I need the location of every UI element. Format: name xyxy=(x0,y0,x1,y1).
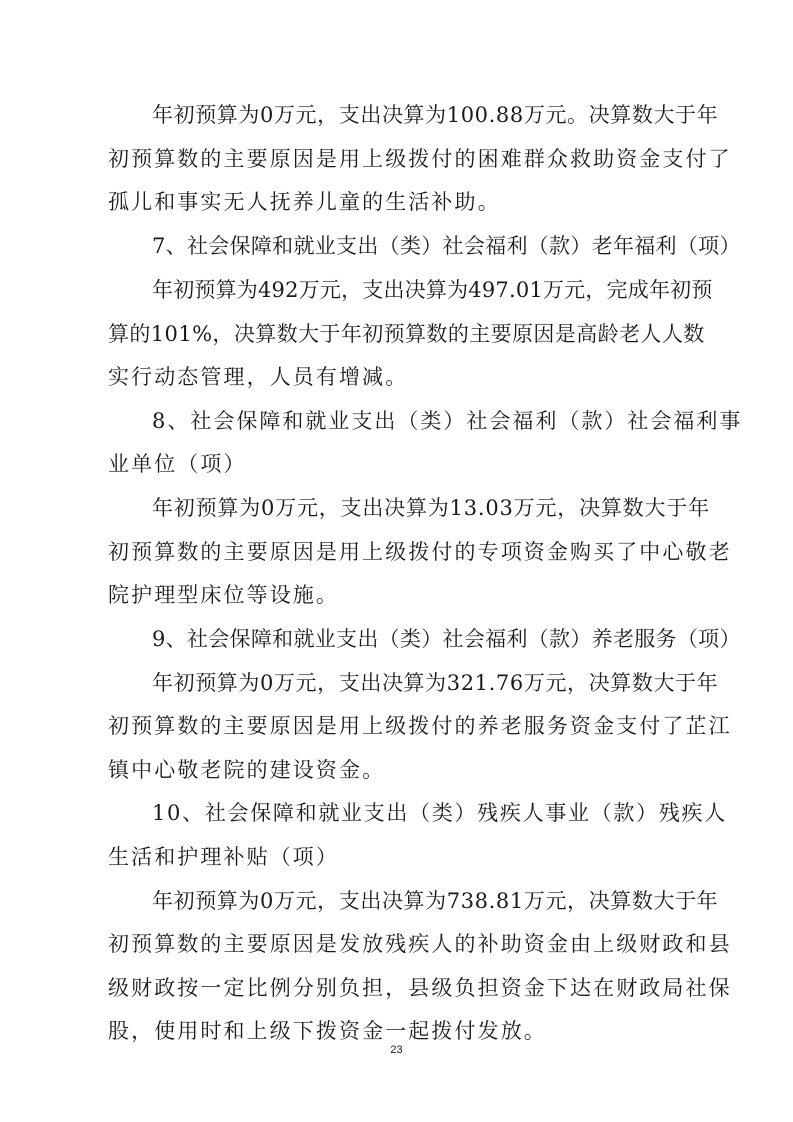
page-number: 23 xyxy=(390,1044,403,1056)
text-line: 年初预算为492万元，支出决算为497.01万元，完成年初预 xyxy=(152,278,713,302)
section-heading: 7、社会保障和就业支出（类）社会福利（款）老年福利（项） xyxy=(152,234,741,258)
section-heading: 10、社会保障和就业支出（类）残疾人事业（款）残疾人 xyxy=(152,801,727,825)
section-heading: 9、社会保障和就业支出（类）社会福利（款）养老服务（项） xyxy=(152,627,741,651)
text-line: 初预算数的主要原因是发放残疾人的补助资金由上级财政和县 xyxy=(108,932,732,956)
text-line: 股，使用时和上级下拨资金一起拨付发放。 xyxy=(108,1019,547,1043)
text-line: 年初预算为0万元，支出决算为321.76万元，决算数大于年 xyxy=(152,671,719,695)
text-line: 镇中心敬老院的建设资金。 xyxy=(108,758,386,782)
text-line: 年初预算为0万元，支出决算为13.03万元，决算数大于年 xyxy=(152,496,710,520)
text-line: 实行动态管理，人员有增减。 xyxy=(108,365,409,389)
section-heading: 8、社会保障和就业支出（类）社会福利（款）社会福利事 xyxy=(152,409,743,433)
text-line: 级财政按一定比例分别负担，县级负担资金下达在财政局社保 xyxy=(108,976,732,1000)
text-line: 初预算数的主要原因是用上级拨付的困难群众救助资金支付了 xyxy=(108,147,732,171)
section-heading-cont: 业单位（项） xyxy=(108,452,247,476)
text-line: 年初预算为0万元，支出决算为100.88万元。决算数大于年 xyxy=(152,103,719,127)
text-line: 初预算数的主要原因是用上级拨付的养老服务资金支付了芷江 xyxy=(108,714,732,738)
text-line: 孤儿和事实无人抚养儿童的生活补助。 xyxy=(108,190,501,214)
text-line: 初预算数的主要原因是用上级拨付的专项资金购买了中心敬老 xyxy=(108,540,732,564)
text-line: 算的101%，决算数大于年初预算数的主要原因是高龄老人人数 xyxy=(108,322,705,346)
text-line: 年初预算为0万元，支出决算为738.81万元，决算数大于年 xyxy=(152,889,719,913)
text-line: 院护理型床位等设施。 xyxy=(108,583,339,607)
section-heading-cont: 生活和护理补贴（项） xyxy=(108,845,339,869)
